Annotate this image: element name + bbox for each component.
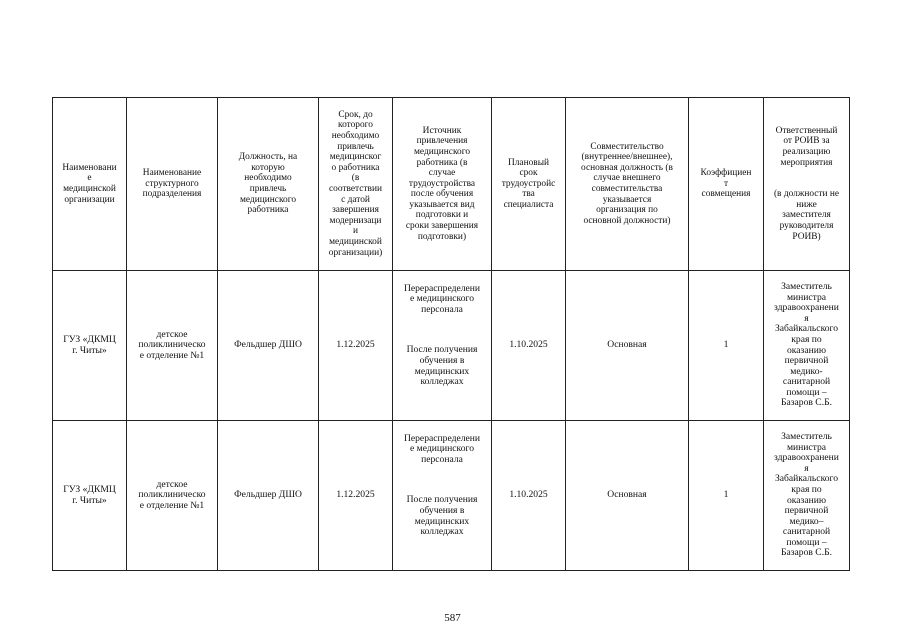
table-row <box>53 421 850 571</box>
source-stack <box>395 432 489 538</box>
cell-combination: Основная <box>566 271 689 421</box>
cell-coefficient: 1 <box>689 271 764 421</box>
cell-coefficient: 1 <box>689 421 764 571</box>
source-stack <box>395 282 489 388</box>
cell-position: Фельдшер ДШО <box>218 421 319 571</box>
cell-division: детское поликлиническо е отделение №1 <box>127 421 218 571</box>
source-bottom: После получения обучения в медицинских колледжах <box>406 494 478 538</box>
header-coefficient: Коэффициен т совмещения <box>689 98 764 271</box>
cell-source <box>393 271 492 421</box>
cell-org: ГУЗ «ДКМЦ г. Читы» <box>53 421 127 571</box>
cell-responsible: Заместитель министра здравоохранени я Забайкальского края по оказанию первичной медико– санитарной помощи – Базаров С.Б. <box>764 421 850 571</box>
header-row <box>53 98 850 271</box>
cell-position: Фельдшер ДШО <box>218 271 319 421</box>
cell-employment-date: 1.10.2025 <box>492 271 566 421</box>
table-row <box>53 271 850 421</box>
cell-deadline: 1.12.2025 <box>319 421 393 571</box>
header-responsible: Ответственный от РОИВ за реализацию мероприятия (в должности не ниже заместителя руководителя РОИВ) <box>764 98 850 271</box>
source-top: Перераспределени е медицинского персонала <box>403 282 481 315</box>
header-source: Источник привлечения медицинского работника (в случае трудоустройства после обучения указывается вид подготовки и сроки завершения подготовки) <box>393 98 492 271</box>
source-bottom: После получения обучения в медицинских колледжах <box>406 344 478 388</box>
cell-employment-date: 1.10.2025 <box>492 421 566 571</box>
source-top: Перераспределени е медицинского персонала <box>403 432 481 465</box>
cell-combination: Основная <box>566 421 689 571</box>
cell-org: ГУЗ «ДКМЦ г. Читы» <box>53 271 127 421</box>
header-employment-date: Плановый срок трудоустройс тва специалиста <box>492 98 566 271</box>
header-division: Наименование структурного подразделения <box>127 98 218 271</box>
header-org: Наименовани е медицинской организации <box>53 98 127 271</box>
header-combination: Совместительство (внутреннее/внешнее), основная должность (в случае внешнего совместительства указывается организация по основной должности) <box>566 98 689 271</box>
page-number: 587 <box>444 612 461 624</box>
staffing-table <box>52 97 850 571</box>
header-position: Должность, на которую необходимо привлечь медицинского работника <box>218 98 319 271</box>
header-deadline: Срок, до которого необходимо привлечь медицинског о работника (в соответствии с датой завершения модернизаци и медицинской организации) <box>319 98 393 271</box>
cell-deadline: 1.12.2025 <box>319 271 393 421</box>
cell-source <box>393 421 492 571</box>
cell-responsible: Заместитель министра здравоохранени я Забайкальского края по оказанию первичной медико- санитарной помощи – Базаров С.Б. <box>764 271 850 421</box>
cell-division: детское поликлиническо е отделение №1 <box>127 271 218 421</box>
